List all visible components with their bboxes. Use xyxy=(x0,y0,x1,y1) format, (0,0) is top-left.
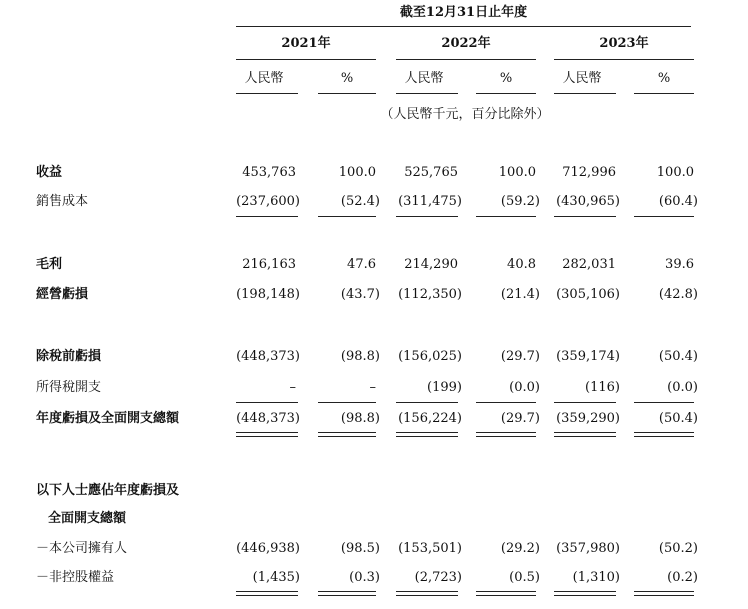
tax-line-2023-rmb xyxy=(554,402,616,403)
row-label-owners: －本公司擁有人 xyxy=(36,541,128,556)
value-lbt-2022-pct: (29.7) xyxy=(500,349,540,364)
subtotal-line-2022-pct xyxy=(476,216,536,217)
total-double-line-2021-rmb xyxy=(236,432,298,437)
nci-double-line-2023-rmb xyxy=(554,591,616,596)
nci-double-line-2022-rmb xyxy=(396,591,458,596)
value-total-2021-rmb: (448,373) xyxy=(236,411,300,426)
value-gross-2021-pct: 47.6 xyxy=(347,257,376,272)
row-label-revenue: 收益 xyxy=(36,165,63,180)
nci-double-line-2022-pct xyxy=(476,591,536,596)
subtotal-line-2023-rmb xyxy=(554,216,616,217)
row-label-non-controlling: －非控股權益 xyxy=(36,570,115,585)
value-tax-2022-pct: (0.0) xyxy=(509,380,540,395)
value-tax-2023-rmb: (116) xyxy=(585,380,620,395)
value-gross-2021-rmb: 216,163 xyxy=(242,257,296,272)
value-owners-2022-rmb: (153,501) xyxy=(398,541,462,556)
value-owners-2021-pct: (98.5) xyxy=(340,541,380,556)
value-owners-2023-rmb: (357,980) xyxy=(556,541,620,556)
value-cost-2023-rmb: (430,965) xyxy=(556,194,620,209)
value-gross-2022-rmb: 214,290 xyxy=(404,257,458,272)
year-2022: 2022年 xyxy=(441,36,491,51)
value-tax-2021-pct: – xyxy=(369,380,376,395)
year-2023: 2023年 xyxy=(599,36,649,51)
value-total-2023-rmb: (359,290) xyxy=(556,411,620,426)
percent-underline-2021 xyxy=(318,93,376,94)
total-double-line-2023-pct xyxy=(634,432,694,437)
subtotal-line-2021-rmb xyxy=(236,216,298,217)
value-total-2023-pct: (50.4) xyxy=(658,411,698,426)
value-total-2022-pct: (29.7) xyxy=(500,411,540,426)
value-gross-2023-rmb: 282,031 xyxy=(562,257,616,272)
value-nci-2021-pct: (0.3) xyxy=(349,570,380,585)
total-double-line-2022-pct xyxy=(476,432,536,437)
value-tax-2022-rmb: (199) xyxy=(427,380,462,395)
tax-line-2021-pct xyxy=(318,402,376,403)
value-oploss-2023-pct: (42.8) xyxy=(658,287,698,302)
nci-double-line-2021-pct xyxy=(318,591,376,596)
nci-double-line-2023-pct xyxy=(634,591,694,596)
period-underline xyxy=(236,26,691,27)
percent-underline-2022 xyxy=(476,93,536,94)
currency-header-2022: 人民幣 xyxy=(404,71,444,86)
year-2022-underline xyxy=(396,59,536,60)
subtotal-line-2023-pct xyxy=(634,216,694,217)
value-revenue-2022-rmb: 525,765 xyxy=(404,165,458,180)
total-double-line-2023-rmb xyxy=(554,432,616,437)
currency-underline-2022 xyxy=(396,93,458,94)
percent-underline-2023 xyxy=(634,93,694,94)
value-revenue-2023-rmb: 712,996 xyxy=(562,165,616,180)
value-lbt-2022-rmb: (156,025) xyxy=(398,349,462,364)
value-lbt-2021-rmb: (448,373) xyxy=(236,349,300,364)
value-nci-2021-rmb: (1,435) xyxy=(252,570,300,585)
value-revenue-2021-pct: 100.0 xyxy=(338,165,376,180)
currency-header-2023: 人民幣 xyxy=(562,71,602,86)
unit-note: （人民幣千元，百分比除外） xyxy=(380,107,550,122)
tax-line-2021-rmb xyxy=(236,402,298,403)
tax-line-2022-pct xyxy=(476,402,536,403)
value-revenue-2022-pct: 100.0 xyxy=(498,165,536,180)
value-lbt-2023-rmb: (359,174) xyxy=(556,349,620,364)
value-oploss-2021-pct: (43.7) xyxy=(340,287,380,302)
currency-header-2021: 人民幣 xyxy=(244,71,284,86)
row-label-gross-profit: 毛利 xyxy=(36,257,63,272)
value-lbt-2023-pct: (50.4) xyxy=(658,349,698,364)
row-label-cost-of-sales: 銷售成本 xyxy=(36,194,89,209)
value-nci-2023-pct: (0.2) xyxy=(667,570,698,585)
value-oploss-2022-rmb: (112,350) xyxy=(398,287,462,302)
row-label-income-tax: 所得稅開支 xyxy=(36,380,102,395)
subtotal-line-2022-rmb xyxy=(396,216,458,217)
subtotal-line-2021-pct xyxy=(318,216,376,217)
value-total-2021-pct: (98.8) xyxy=(340,411,380,426)
value-nci-2022-rmb: (2,723) xyxy=(414,570,462,585)
value-gross-2022-pct: 40.8 xyxy=(507,257,536,272)
value-oploss-2022-pct: (21.4) xyxy=(500,287,540,302)
value-revenue-2021-rmb: 453,763 xyxy=(242,165,296,180)
total-double-line-2022-rmb xyxy=(396,432,458,437)
nci-double-line-2021-rmb xyxy=(236,591,298,596)
year-2021: 2021年 xyxy=(281,36,331,51)
value-total-2022-rmb: (156,224) xyxy=(398,411,462,426)
value-tax-2023-pct: (0.0) xyxy=(667,380,698,395)
value-cost-2021-pct: (52.4) xyxy=(340,194,380,209)
attribution-heading-line1: 以下人士應佔年度虧損及 xyxy=(36,483,180,498)
value-owners-2021-rmb: (446,938) xyxy=(236,541,300,556)
value-cost-2022-rmb: (311,475) xyxy=(398,194,462,209)
value-cost-2023-pct: (60.4) xyxy=(658,194,698,209)
year-2021-underline xyxy=(236,59,376,60)
value-oploss-2021-rmb: (198,148) xyxy=(236,287,300,302)
value-revenue-2023-pct: 100.0 xyxy=(656,165,694,180)
currency-underline-2021 xyxy=(236,93,298,94)
value-gross-2023-pct: 39.6 xyxy=(665,257,694,272)
year-2023-underline xyxy=(554,59,694,60)
row-label-total-loss: 年度虧損及全面開支總額 xyxy=(36,411,180,426)
period-title: 截至12月31日止年度 xyxy=(399,5,528,20)
percent-header-2022: % xyxy=(499,71,513,86)
value-cost-2021-rmb: (237,600) xyxy=(236,194,300,209)
value-lbt-2021-pct: (98.8) xyxy=(340,349,380,364)
row-label-loss-before-tax: 除稅前虧損 xyxy=(36,349,102,364)
tax-line-2023-pct xyxy=(634,402,694,403)
value-owners-2023-pct: (50.2) xyxy=(658,541,698,556)
total-double-line-2021-pct xyxy=(318,432,376,437)
value-owners-2022-pct: (29.2) xyxy=(500,541,540,556)
value-nci-2022-pct: (0.5) xyxy=(509,570,540,585)
value-oploss-2023-rmb: (305,106) xyxy=(556,287,620,302)
value-nci-2023-rmb: (1,310) xyxy=(572,570,620,585)
percent-header-2023: % xyxy=(657,71,671,86)
row-label-operating-loss: 經營虧損 xyxy=(36,287,89,302)
percent-header-2021: % xyxy=(340,71,354,86)
tax-line-2022-rmb xyxy=(396,402,458,403)
value-cost-2022-pct: (59.2) xyxy=(500,194,540,209)
value-tax-2021-rmb: – xyxy=(289,380,296,395)
attribution-heading-line2: 全面開支總額 xyxy=(48,511,127,526)
currency-underline-2023 xyxy=(554,93,616,94)
